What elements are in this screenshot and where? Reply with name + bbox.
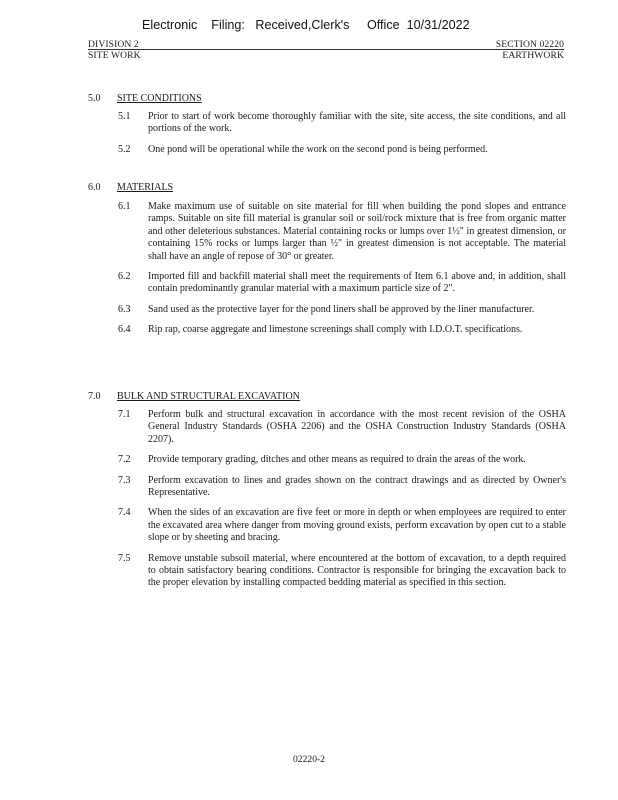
site-work-label: SITE WORK: [88, 50, 141, 61]
item-text: Perform bulk and structural excavation in accordance with the most recent revision of the OSHA General Industry Standards (OSHA 2206) and the OSHA Construction Industry Standards (OSHA 2207).: [148, 409, 566, 445]
header-rule: [88, 49, 564, 50]
header-left: [88, 39, 141, 61]
item-number: 7.5: [118, 552, 131, 564]
list-item: [88, 454, 566, 466]
item-text: Remove unstable subsoil material, where encountered at the bottom of excavation, to a depth required to obtain satisfactory bearing conditions. Contractor is responsible for bringing the excavation back to the proper elevation by installing compacted bedding material as specified in this section.: [148, 552, 566, 589]
item-text: Provide temporary grading, ditches and other means as required to drain the areas of the work.: [148, 454, 526, 466]
list-item: [88, 201, 566, 263]
section-heading: [88, 391, 566, 404]
section-title: MATERIALS: [117, 182, 174, 193]
list-item: [88, 111, 566, 136]
section-number: 6.0: [88, 182, 101, 193]
item-number: 7.1: [118, 409, 131, 420]
list-item: [88, 144, 566, 156]
list-item: [88, 271, 566, 296]
list-item: [88, 409, 566, 446]
filing-stamp: Electronic Filing: Received,Clerk's Office 10/31/2022: [142, 18, 470, 32]
item-number: 7.3: [118, 474, 131, 486]
list-item: [88, 304, 566, 316]
item-text: Imported fill and backfill material shall meet the requirements of Item 6.1 above and, in addition, shall contain predominantly granular material with a maximum particle size of 2".: [148, 271, 566, 295]
item-number: 5.1: [118, 111, 131, 122]
item-text: Sand used as the protective layer for the pond liners shall be approved by the liner manufacturer.: [148, 303, 535, 315]
list-item: [88, 324, 566, 336]
item-text: Prior to start of work become thoroughly familiar with the site, site access, the site conditions, and all portions of the work.: [148, 111, 566, 135]
item-number: 7.4: [118, 507, 131, 519]
section-title: BULK AND STRUCTURAL EXCAVATION: [117, 391, 300, 402]
item-text: When the sides of an excavation are five feet or more in depth or when employees are required to enter the excavated area where danger from moving ground exists, perform excavation by open cut to a stable slope or by sheeting and bracing.: [148, 507, 566, 544]
item-text: Rip rap, coarse aggregate and limestone screenings shall comply with I.D.O.T. specifications.: [148, 324, 523, 336]
section-heading: [88, 93, 566, 106]
list-item: [88, 507, 566, 544]
division-label: DIVISION 2: [88, 39, 139, 50]
earthwork-label: EARTHWORK: [502, 50, 564, 61]
section-label: SECTION 02220: [495, 39, 564, 50]
section-number: 5.0: [88, 93, 101, 104]
list-item: [88, 553, 566, 590]
item-number: 5.2: [118, 143, 131, 155]
section-bulk-excavation: [88, 391, 566, 590]
section-heading: [88, 182, 566, 195]
item-text: One pond will be operational while the work on the second pond is being performed.: [148, 143, 488, 155]
list-item: [88, 475, 566, 500]
page-number: 02220-2: [293, 754, 325, 765]
section-materials: [88, 182, 566, 337]
section-site-conditions: [88, 93, 566, 156]
item-number: 6.3: [118, 303, 131, 315]
item-number: 6.1: [118, 201, 131, 212]
section-number: 7.0: [88, 391, 101, 402]
item-text: Make maximum use of suitable on site material for fill when building the pond slopes and entrance ramps. Suitable on site fill material is granular soil or soil/rock mixture that is free from organic matter and other deleterious substances. Material containing rocks or lumps over 1½" in greatest dimension, or containing 15% rocks or lumps larger than ½" in greatest dimension is not acceptable. The material shall have an angle of repose of 30° or greater.: [148, 201, 566, 262]
section-title: SITE CONDITIONS: [117, 93, 202, 104]
item-number: 7.2: [118, 454, 131, 466]
item-number: 6.4: [118, 324, 131, 336]
item-number: 6.2: [118, 271, 131, 283]
item-text: Perform excavation to lines and grades shown on the contract drawings and as directed by Owner's Representative.: [148, 474, 566, 499]
header-right: [496, 39, 564, 61]
